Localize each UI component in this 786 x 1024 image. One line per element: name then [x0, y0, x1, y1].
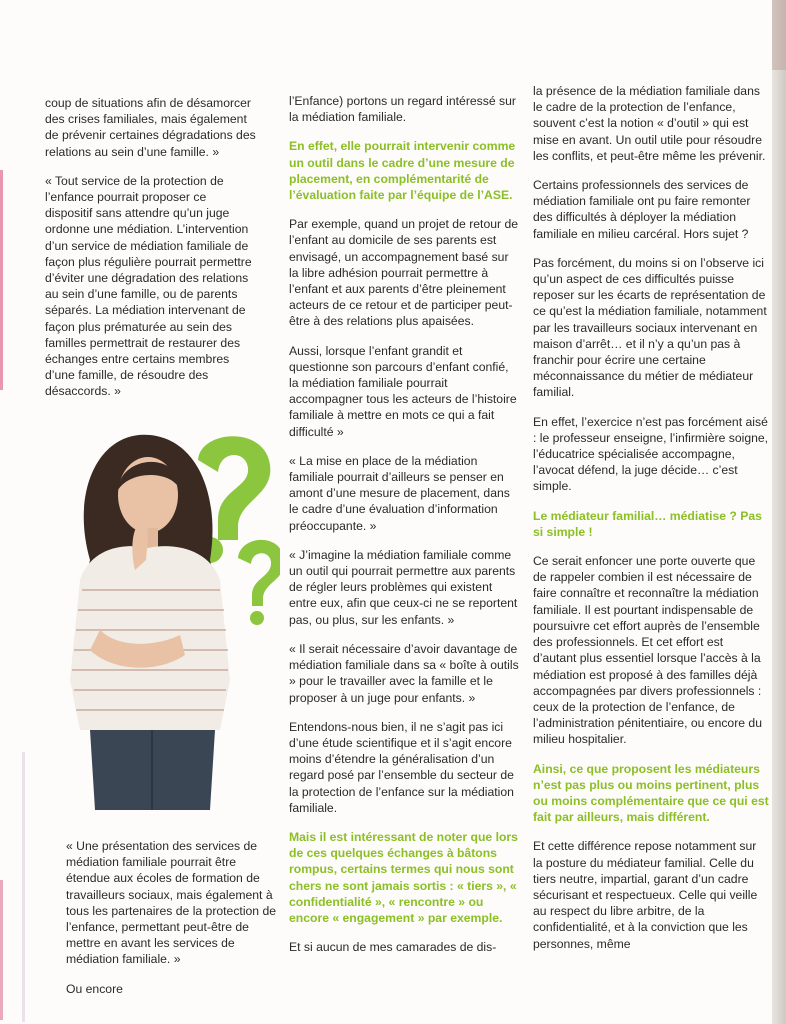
column-rule — [22, 752, 25, 1022]
page-edge-shadow — [772, 0, 786, 70]
paragraph: Et cette différence repose notamment sur la posture du médiateur familial. Celle du tiers neutre, impartial, garant d’un cadre sécurisant et respectueux. Celle qui veille au respect du libre arbitre, de la confidentialité, et à la conviction que les personnes, même — [533, 839, 758, 951]
paragraph: Ce serait enfoncer une porte ouverte que de rappeler combien il est nécessaire de faire connaître et reconnaître la médiation familiale. Il est pourtant indispensable de poursuivre cet effort auprès de l’ensemble des professionnels. Et cet effort est d’autant plus essentiel lorsque l’accès à la médiation est proposé à des familles déjà accompagnées par divers professionnels : ceux de la protection de l’enfance, de l’administration pénitentiaire, ou encore du milieu hospitalier. — [533, 554, 762, 747]
page-edge — [772, 0, 786, 1024]
column-3 — [533, 83, 769, 965]
margin-accent — [0, 880, 3, 1020]
paragraph: l’Enfance) portons un regard intéressé sur la médiation familiale. — [289, 94, 516, 125]
highlight-paragraph: Mais il est intéressant de noter que lors de ces quelques échanges à bâtons rompus, certains termes qui nous sont chers ne sont jamais sortis : « tiers », « confidentialité », « rencontre » ou encore « engagement » par exemple. — [289, 829, 518, 925]
paragraph: Entendons-nous bien, il ne s’agit pas ici d’une étude scientifique et il s’agit encore moins d’étendre la généralisation d’un regard posé par l’ensemble du secteur de la protection de l’enfance sur la médiation familiale. — [289, 719, 514, 815]
paragraph: Pas forcément, du moins si on l’observe ici qu’un aspect de ces difficultés puisse reposer sur les écarts de représentation de ce qu’est la médiation familiale, notamment par les travailleurs sociaux intervenant en maison d’arrêt… et il n’y a qu’un pas à franchir pour écrire une certaine méconnaissance du métier de médiateur familial. — [533, 255, 767, 400]
quote-paragraph: « La mise en place de la médiation familiale pourrait d’ailleurs se penser en amont d’une mesure de placement, dans le cadre d’une évaluation d’information préoccupante. » — [289, 453, 510, 533]
section-heading: Le médiateur familial… médiatise ? Pas si simple ! — [533, 508, 762, 539]
margin-accent — [0, 170, 3, 390]
paragraph: Et si aucun de mes camarades de dis- — [289, 940, 497, 955]
paragraph: En effet, l’exercice n’est pas forcément aisé : le professeur enseigne, l’infirmière soigne, l’éducatrice spécialisée accompagne, l’avocat défend, la juge décide… c’est simple. — [533, 414, 769, 494]
paragraph: coup de situations afin de désamorcer des crises familiales, mais également de prévenir certaines dégradations des relations au sein d’une famille. » — [45, 96, 256, 159]
highlight-paragraph: En effet, elle pourrait intervenir comme un outil dans le cadre d’une mesure de placement, en complémentarité de l’évaluation faite par l’équipe de l’ASE. — [289, 139, 516, 203]
quote-paragraph: « Tout service de la protection de l’enfance pourrait proposer ce dispositif sans attendre qu’un juge ordonne une médiation. L’intervention d’un service de médiation familiale de façon plus régulière pourrait permettre d’éviter une dégradation des relations au sein d’une famille, ou de parents séparés. La médiation intervenant de façon plus prématurée au sein des familles permettrait de restaurer des échanges entre certains membres d’une famille, de résoudre des désaccords. » — [45, 173, 252, 399]
quote-paragraph: « Il serait nécessaire d’avoir davantage de médiation familiale dans sa « boîte à outils » pour le travailler avec la famille et le proposer à un juge pour enfants. » — [289, 641, 519, 705]
woman-thinking-illustration — [60, 430, 280, 810]
quote-paragraph: « Une présentation des services de médiation familiale pourrait être étendue aux écoles de formation de travailleurs sociaux, mais également à tous les partenaires de la protection de l’enfance, permettant peut-être de mettre en avant les services de médiation familiale. » — [66, 839, 277, 967]
question-mark-icon — [238, 540, 280, 625]
column-2 — [289, 93, 519, 968]
paragraph: Aussi, lorsque l’enfant grandit et questionne son parcours d’enfant confié, la médiation familiale pourrait accompagner tous les acteurs de l’histoire familiale à mettre en mots ce qui a fait difficulté » — [289, 343, 517, 439]
highlight-paragraph: Ainsi, ce que proposent les médiateurs n’est pas plus ou moins pertinent, plus ou moins complémentaire que ce qui est fait par ailleurs, mais différent. — [533, 761, 769, 825]
paragraph: Certains professionnels des services de médiation familiale ont pu faire remonter des difficultés à déployer la médiation familiale en milieu carcéral. Hors sujet ? — [533, 178, 751, 241]
paragraph: Par exemple, quand un projet de retour de l’enfant au domicile de ses parents est envisagé, un accompagnement basé sur la libre adhésion pourrait permettre à l’enfant et aux parents d’être pleinement acteurs de ce retour et de participer peut-être à des relations plus apaisées. — [289, 217, 519, 329]
quote-paragraph: « J’imagine la médiation familiale comme un outil qui pourrait permettre aux parents de régler leurs problèmes qui existent entre eux, afin que ceux-ci ne se reportent pas, ou plus, sur les enfants. » — [289, 547, 518, 627]
paragraph: Ou encore — [66, 981, 123, 996]
paragraph: la présence de la médiation familiale dans le cadre de la protection de l’enfance, souvent c’est la notion « d’outil » qui est mise en avant. Un outil utile pour résoudre les conflits, et peut-être même les prévenir. — [533, 84, 766, 163]
column-1-lower — [66, 838, 278, 1010]
column-1 — [45, 95, 257, 413]
